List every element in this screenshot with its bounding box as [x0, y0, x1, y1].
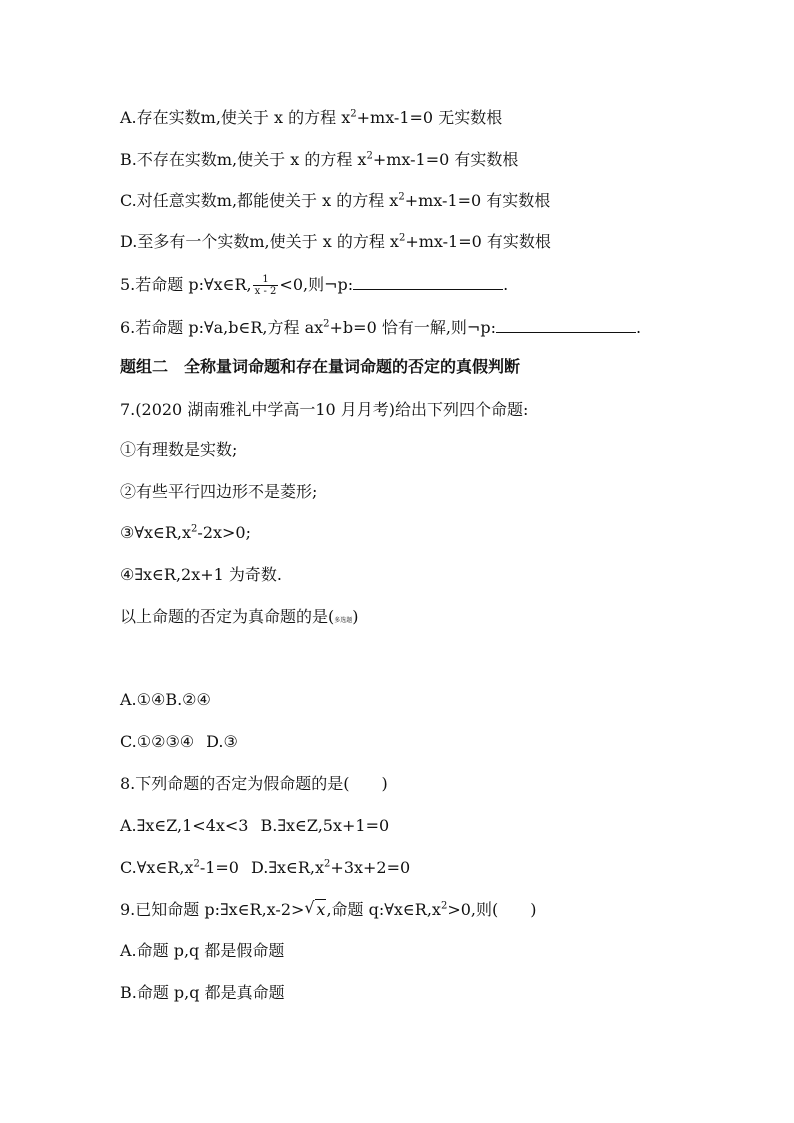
question-9: 9.已知命题 p:∃x∈R,x-2> √ x,命题 $q:\forall x\in R,x^2>0$,则( ): [120, 898, 537, 919]
q7-options-cd: C.①②③④ D.③: [120, 732, 238, 751]
q4-option-c: C.对任意实数m,都能使关于 x 的方程 $x^2+mx-1=0$ 有实数根: [120, 191, 551, 210]
question-7: 7.(2020 湖南雅礼中学高一10 月月考)给出下列四个命题:: [120, 400, 529, 419]
q7-statement-1: ①有理数是实数;: [120, 440, 238, 459]
q4-option-b: B.不存在实数m,使关于 x 的方程 $x^2+mx-1=0$ 有实数根: [120, 150, 519, 169]
answer-blank: [496, 318, 636, 333]
question-6: 6.若命题 p:∀a,b∈R,方程 $ax^2+b=0$ 恰有一解,则¬p: .: [120, 318, 642, 337]
group-heading: 题组二 全称量词命题和存在量词命题的否定的真假判断: [120, 357, 521, 376]
q4-option-a: A.存在实数m,使关于 x 的方程 $x^2+mx-1=0$ 无实数根: [120, 108, 503, 127]
question-5: 5.若命题 p:∀x∈R, $\frac{1}{x - 2}$ <0,则¬p: .: [120, 274, 509, 297]
q7-prompt: 以上命题的否定为真命题的是(多选题): [120, 607, 359, 626]
q8-options-ab: A.∃x∈Z,1<4x<3 B.∃x∈Z,5x+1=0: [120, 816, 390, 835]
q9-option-b: B.命题 p,q 都是真命题: [120, 983, 285, 1002]
q7-statement-2: ②有些平行四边形不是菱形;: [120, 482, 318, 501]
question-8: 8.下列命题的否定为假命题的是( ): [120, 774, 388, 793]
q7-statement-3: $③\forall x\in R,x^2-2x>0$;: [120, 523, 251, 542]
multi-select-tag: 多选题: [334, 617, 353, 624]
q7-statement-4: ④∃x∈R,2x+1 为奇数.: [120, 565, 282, 584]
fraction: $\frac{1}{x - 2}$: [254, 274, 277, 297]
q9-option-a: A.命题 p,q 都是假命题: [120, 941, 285, 960]
q4-option-d: D.至多有一个实数m,使关于 x 的方程 $x^2+mx-1=0$ 有实数根: [120, 232, 551, 251]
answer-blank: [353, 275, 503, 290]
square-root: √ x: [304, 898, 326, 919]
q8-options-cd: $C.\forall x\in R,x^2-1=0$ $D.\exists x\in R,x^2+3x+2=0$: [120, 858, 411, 877]
q7-options-ab: A.①④B.②④: [120, 690, 211, 709]
